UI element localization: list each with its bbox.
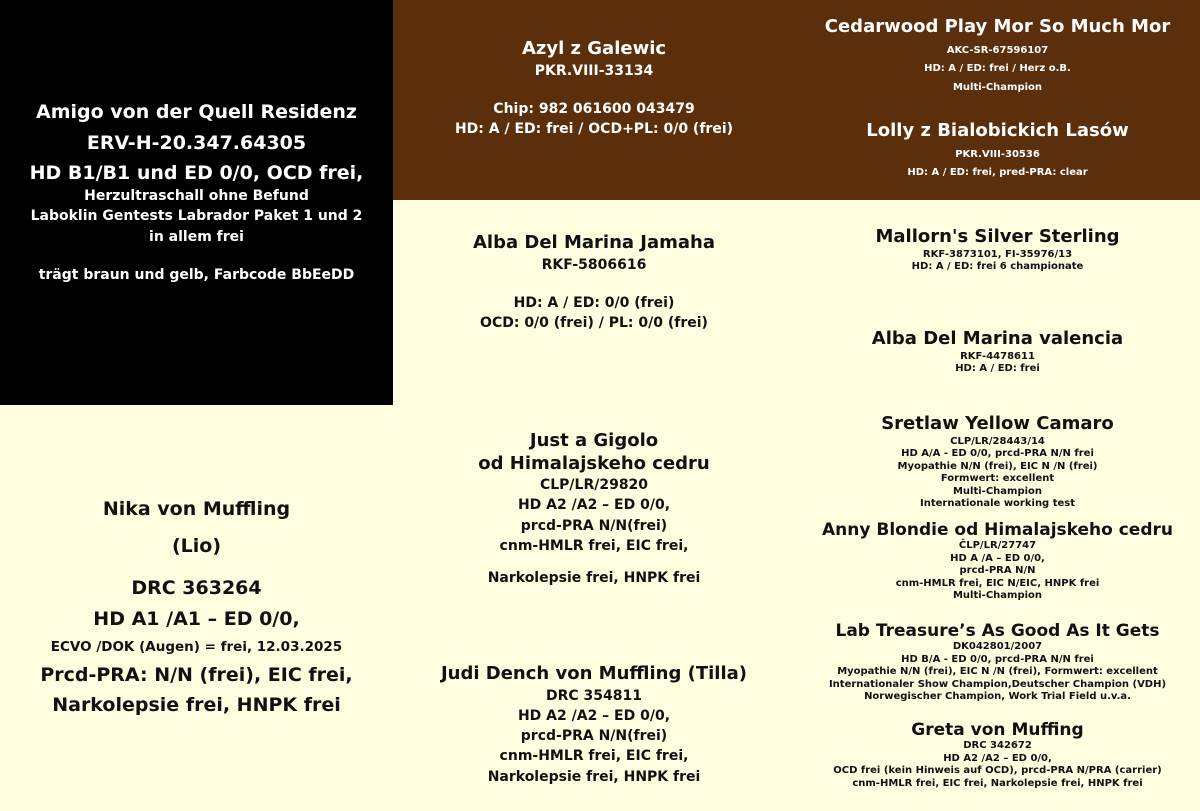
sire-sire-name: Azyl z Galewic (521, 38, 667, 59)
dam-sire-dam-registration: ČLP/LR/27747 (958, 540, 1037, 552)
dam-sire-sire-line-4: Multi-Champion (952, 485, 1043, 497)
dam-dam-sire-line-2: Myopathie N/N (frei), EIC N /N (frei), Formwert: excellent (837, 666, 1158, 678)
dam-prcd: Prcd-PRA: N/N (frei), EIC frei, (40, 663, 353, 686)
sire-dam-dam-name: Alba Del Marina valencia (871, 328, 1124, 349)
sire-cell (0, 0, 393, 405)
sire-heart: Herzultraschall ohne Befund (84, 187, 309, 204)
dam-sire-dam-line-4: Multi-Champion (952, 590, 1043, 602)
dam-dam-dam-line-2: OCD frei (kein Hinweis auf OCD), prcd-PRA N/PRA (carrier) (833, 765, 1162, 777)
sire-sire-cell (393, 0, 795, 200)
sire-sire-dam-health: HD: A / ED: frei, pred-PRA: clear (907, 167, 1088, 178)
sire-allem: in allem frei (149, 228, 244, 245)
dam-callname: (Lio) (171, 534, 222, 557)
dam-dam-registration: DRC 354811 (546, 687, 642, 704)
dam-sire-hd-ed: HD A2 /A2 – ED 0/0, (517, 497, 671, 514)
dam-dam-dam-registration: DRC 342672 (963, 740, 1032, 752)
dam-sire-dam-line-2: prcd-PRA N/N (959, 565, 1036, 577)
dam-sire-dam-line-3: cnm-HMLR frei, EIC N/EIC, HNPK frei (895, 577, 1100, 589)
sire-dam-name: Alba Del Marina Jamaha (472, 232, 716, 253)
dam-sire-sire-registration: CLP/LR/28443/14 (950, 435, 1045, 447)
sire-sire-sire-registration: AKC-SR-67596107 (946, 44, 1049, 56)
dam-sire-dam-line-1: HD A /A – ED 0/0, (950, 552, 1045, 564)
sire-dam-health-2: OCD: 0/0 (frei) / PL: 0/0 (frei) (480, 315, 708, 332)
dam-sire-sire-line-1: HD A/A - ED 0/0, prcd-PRA N/N frei (901, 448, 1094, 459)
sire-dam-cell (393, 200, 795, 405)
dam-dam-sire-line-3: Internationaler Show Champion,Deutscher Champion (VDH) (828, 678, 1167, 690)
sire-sire-dam-name: Lolly z Bialobickich Lasów (866, 120, 1129, 141)
dam-name: Nika von Muffling (102, 498, 291, 520)
dam-sire-narkolepsie: Narkolepsie frei, HNPK frei (487, 570, 701, 587)
sire-sire-sire-name: Cedarwood Play Mor So Much Mor (824, 16, 1171, 37)
dam-sire-dam-name: Anny Blondie od Himalajskeho cedru (822, 520, 1173, 540)
dam-dam-sire-registration: DK042801/2007 (952, 641, 1043, 653)
dam-dam-dam-line-3: cnm-HMLR frei, EIC frei, Narkolepsie frei, HNPK frei (852, 777, 1143, 789)
dam-dam-sire-line-1: HD B/A - ED 0/0, prcd-PRA N/N frei (901, 653, 1094, 665)
dam-sire-sire-line-5: Internationale working test (919, 498, 1075, 509)
sire-sire-dam-registration: PKR.VIII-30536 (955, 148, 1040, 160)
dam-dam-sire-name: Lab Treasure’s As Good As It Gets (835, 621, 1160, 641)
sire-hd-ed: HD B1/B1 und ED 0/0, OCD frei, (29, 162, 364, 185)
sire-registration: ERV-H-20.347.64305 (86, 131, 307, 154)
dam-sire-cnm: cnm-HMLR frei, EIC frei, (499, 537, 689, 554)
sire-sire-registration: PKR.VIII-33134 (534, 62, 654, 79)
dam-sire-registration: CLP/LR/29820 (539, 477, 649, 493)
dam-cell (0, 405, 393, 811)
sire-gentest: Laboklin Gentests Labrador Paket 1 und 2 (30, 208, 363, 225)
dam-dam-dam-name: Greta von Muffing (911, 720, 1084, 740)
dam-hd-ed: HD A1 /A1 – ED 0/0, (93, 608, 300, 631)
dam-sire-sire-line-3: Formwert: excellent (940, 473, 1055, 484)
sire-dam-sire-health: HD: A / ED: frei 6 championate (911, 261, 1084, 272)
dam-narkolepsie: Narkolepsie frei, HNPK frei (52, 694, 341, 717)
sire-dam-sire-registration: RKF-3873101, FI-35976/13 (922, 248, 1073, 260)
sire-sire-sire-health: HD: A / ED: frei / Herz o.B. (924, 63, 1071, 74)
dam-sire-sire-line-2: Myopathie N/N (frei), EIC N /N (frei) (897, 460, 1098, 472)
sire-sire-chip: Chip: 982 061600 043479 (493, 100, 695, 117)
dam-sire-name-2: od Himalajskeho cedru (478, 452, 710, 474)
sire-name: Amigo von der Quell Residenz (36, 100, 357, 123)
dam-sire-dam-cell (795, 508, 1200, 614)
dam-dam-sire-line-4: Norwegischer Champion, Work Trial Field u.v.a. (864, 691, 1131, 703)
sire-dam-health-1: HD: A / ED: 0/0 (frei) (513, 294, 675, 311)
sire-dam-sire-cell (795, 200, 1200, 295)
sire-sire-health: HD: A / ED: frei / OCD+PL: 0/0 (frei) (454, 121, 734, 138)
dam-dam-narkolepsie: Narkolepsie frei, HNPK frei (487, 768, 701, 785)
dam-dam-sire-cell (795, 614, 1200, 716)
dam-sire-sire-name: Sretlaw Yellow Camaro (881, 413, 1114, 434)
sire-sire-sire-title: Multi-Champion (952, 81, 1043, 93)
sire-dam-registration: RKF-5806616 (541, 256, 647, 273)
dam-dam-prcd: prcd-PRA N/N(frei) (520, 728, 668, 745)
sire-dam-dam-health: HD: A / ED: frei (955, 363, 1040, 374)
sire-dam-dam-cell (795, 295, 1200, 400)
dam-dam-cell (393, 605, 795, 811)
sire-sire-sire-cell (795, 0, 1200, 200)
dam-sire-prcd: prcd-PRA N/N(frei) (520, 517, 668, 534)
dam-dam-dam-line-1: HD A2 /A2 – ED 0/0, (943, 752, 1052, 764)
dam-eyes: ECVO /DOK (Augen) = frei, 12.03.2025 (50, 638, 343, 655)
dam-dam-name: Judi Dench von Muffling (Tilla) (440, 663, 748, 684)
sire-dam-dam-registration: RKF-4478611 (960, 350, 1035, 362)
dam-sire-cell (393, 405, 795, 605)
dam-dam-dam-cell (795, 716, 1200, 811)
dam-dam-hd-ed: HD A2 /A2 – ED 0/0, (517, 707, 671, 724)
dam-registration: DRC 363264 (131, 577, 262, 600)
dam-sire-name-1: Just a Gigolo (529, 430, 659, 451)
sire-color: trägt braun und gelb, Farbcode BbEeDD (38, 266, 355, 283)
dam-sire-sire-cell (795, 400, 1200, 508)
dam-dam-cnm: cnm-HMLR frei, EIC frei, (499, 748, 689, 765)
sire-dam-sire-name: Mallorn's Silver Sterling (875, 226, 1120, 247)
